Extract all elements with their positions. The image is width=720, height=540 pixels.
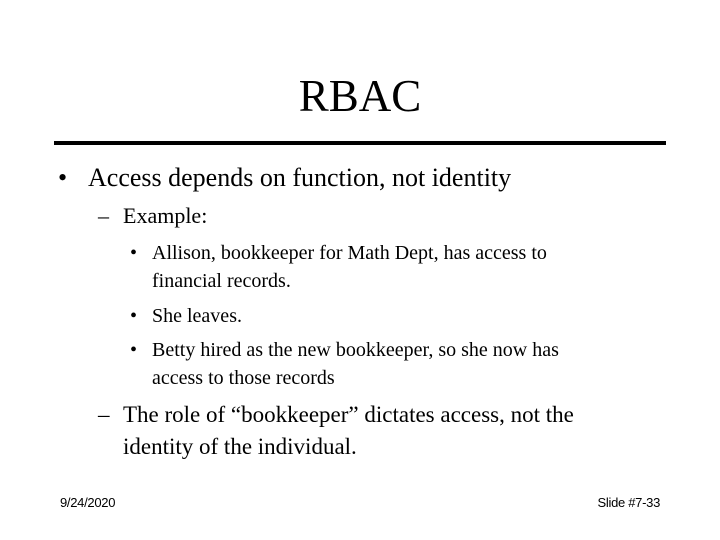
title-divider bbox=[54, 141, 666, 145]
bullet-main bbox=[58, 161, 658, 195]
slide-title-text: RBAC bbox=[298, 71, 422, 121]
bullet-main-text: Access depends on function, not identity bbox=[88, 163, 512, 192]
bullet-marker: • bbox=[130, 305, 138, 327]
example-item-betty bbox=[130, 336, 670, 392]
bullet-marker: • bbox=[58, 163, 68, 192]
example-item-allison bbox=[130, 239, 670, 295]
conclusion-line: The role of “bookkeeper” dictates access, not the bbox=[123, 402, 574, 427]
dash-marker: – bbox=[98, 402, 110, 427]
bullet-marker: • bbox=[130, 339, 138, 361]
example-item-leaves bbox=[130, 302, 670, 330]
example-item-line: She leaves. bbox=[152, 305, 242, 327]
slide-title bbox=[0, 66, 720, 126]
example-item-line: Allison, bookkeeper for Math Dept, has access to bbox=[152, 242, 547, 264]
example-item-line: access to those records bbox=[152, 367, 335, 389]
sub-bullet-example-text: Example: bbox=[123, 203, 208, 228]
footer-date: 9/24/2020 bbox=[60, 495, 116, 510]
bullet-marker: • bbox=[130, 242, 138, 264]
footer-slide-number: Slide #7-33 bbox=[597, 495, 660, 510]
example-item-line: Betty hired as the new bookkeeper, so she now has bbox=[152, 339, 559, 361]
sub-bullet-example bbox=[98, 201, 658, 231]
sub-bullet-conclusion bbox=[98, 399, 678, 463]
dash-marker: – bbox=[98, 203, 109, 228]
conclusion-line: identity of the individual. bbox=[123, 434, 357, 459]
example-item-line: financial records. bbox=[152, 270, 291, 292]
